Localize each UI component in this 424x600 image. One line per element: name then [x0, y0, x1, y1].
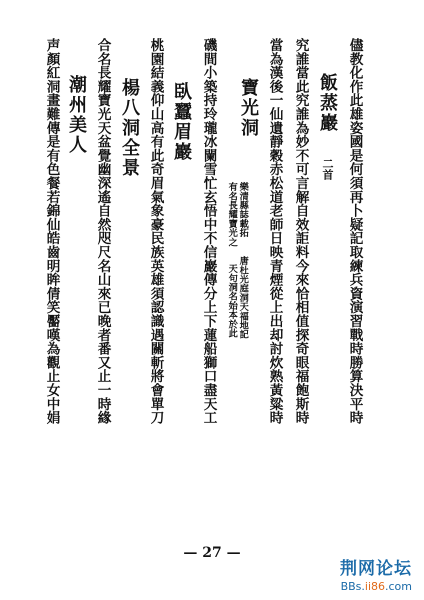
- poem-line: 儘教化作此雄姿國是何須再卜疑記取練兵資演習戰時勝算決平時: [346, 38, 363, 425]
- annotation: 天句洞名始本於此: [226, 264, 238, 338]
- poem-title: 飯蒸巖: [317, 73, 338, 133]
- poem-line: 声顏紅洞畫難傳是有色餐若錦仙皓齒明眸倩笑靨嘆為觀止女中娟: [43, 38, 60, 425]
- annotation: 樂清縣誌載拓: [237, 182, 249, 238]
- poem-line: 合名長耀寶光天盆覺幽深遙自然咫尺名山來已晚者番又止一時緣: [94, 38, 111, 425]
- poem-subtitle: 二首: [321, 158, 334, 180]
- watermark-url-suffix: .com: [385, 580, 412, 593]
- poem-line: 當為漢後一仙遺靜穀赤松道老師日映青煙從上出却討炊熟黃粱時: [266, 38, 283, 425]
- watermark-brand: 荆网论坛: [340, 559, 412, 579]
- poem-line: 磯間小築持玲瓏冰闌雪忙玄悟中不信巖傳分上下蓮船獅口盡天工: [200, 38, 217, 425]
- watermark-url-prefix: BBs.: [340, 580, 365, 593]
- poem-line: 究誰當此究誰為妙不可言解自效詎料今來恰相值探奇眼福飽斯時: [292, 38, 309, 425]
- poem-title: 楊八洞全景: [119, 78, 140, 178]
- poem-title: 寶光洞: [238, 78, 259, 138]
- watermark-url: [340, 580, 412, 593]
- watermark: [340, 554, 412, 593]
- poem-title: 潮州美人: [66, 75, 87, 155]
- annotation: 有名長耀寶光之: [226, 182, 238, 247]
- annotation: 唐杜光庭洞天福地記: [237, 256, 249, 339]
- watermark-url-domain: ii86: [364, 580, 385, 593]
- poem-line: 桃園結義仰山高有此奇眉氣象豪民族英雄須認識遇關斬將會單刀: [147, 38, 164, 425]
- poem-title: 臥蠶眉巖: [171, 82, 192, 162]
- page-number: — 27 —: [183, 545, 241, 561]
